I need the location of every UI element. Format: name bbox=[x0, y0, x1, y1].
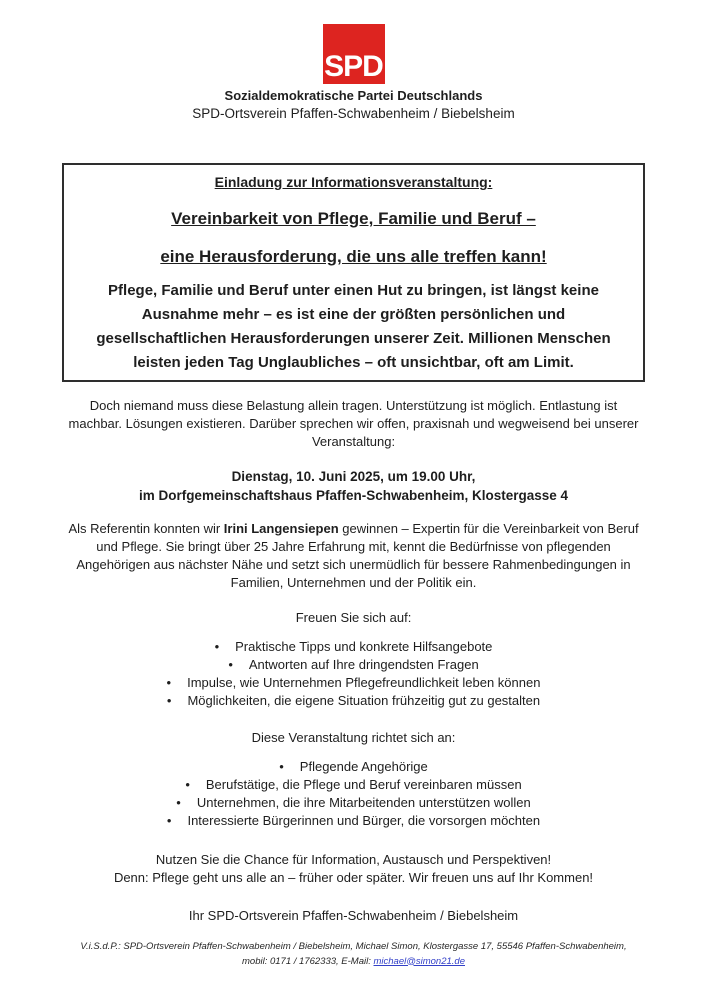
list-item-label: Impulse, wie Unternehmen Pflegefreundlichkeit leben können bbox=[187, 675, 541, 690]
footer-contact-pre: mobil: 0171 / 1762333, E-Mail: bbox=[242, 955, 374, 967]
paragraph-support: Doch niemand muss diese Belastung allein tragen. Unterstützung ist möglich. Entlastung ist machbar. Lösungen existieren. Darüber sprechen wir offen, praxisnah und wegweisend bei unserer Veranstaltung: bbox=[68, 398, 639, 449]
list-item bbox=[0, 674, 707, 692]
list-item bbox=[0, 812, 707, 830]
list-item-label: Praktische Tipps und konkrete Hilfsangebote bbox=[235, 639, 493, 654]
email-link[interactable]: michael@simon21.de bbox=[373, 955, 465, 967]
list-item-label: Berufstätige, die Pflege und Beruf vereinbaren müssen bbox=[205, 777, 522, 792]
speaker-text-pre: Als Referentin konnten wir bbox=[68, 521, 224, 536]
speaker-name: Irini Langensiepen bbox=[223, 521, 339, 536]
org-name: Sozialdemokratische Partei Deutschlands bbox=[224, 88, 483, 103]
spd-logo bbox=[323, 24, 385, 84]
list-item bbox=[0, 794, 707, 812]
closing-line-1: Nutzen Sie die Chance für Information, Austausch und Perspektiven! bbox=[155, 852, 552, 867]
list-item bbox=[0, 638, 707, 656]
invitation-intro: Pflege, Familie und Beruf unter einen Hut zu bringen, ist längst keine Ausnahme mehr – es ist eine der größten persönlichen und gesellschaftlichen Herausforderungen unserer Zeit. Millionen Menschen leisten jeden Tag Unglaubliches – oft unsichtbar, oft am Limit. bbox=[96, 282, 611, 371]
list-item-label: Pflegende Angehörige bbox=[299, 759, 428, 774]
footer-line-2 bbox=[0, 955, 707, 970]
bullet-icon: • bbox=[228, 657, 233, 672]
bullet-icon: • bbox=[214, 639, 220, 654]
footer-visdp bbox=[0, 940, 707, 969]
bullet-icon: • bbox=[166, 813, 172, 828]
event-details bbox=[0, 467, 707, 505]
event-datetime: Dienstag, 10. Juni 2025, um 19.00 Uhr, bbox=[231, 469, 476, 484]
invitation-box bbox=[62, 163, 645, 382]
bullet-icon: • bbox=[185, 777, 190, 792]
list-item bbox=[0, 758, 707, 776]
list-item bbox=[0, 776, 707, 794]
paragraph-speaker bbox=[64, 520, 644, 592]
bullet-icon: • bbox=[166, 675, 172, 690]
invitation-title-line1: Vereinbarkeit von Pflege, Familie und Beruf – bbox=[171, 209, 536, 228]
list-item bbox=[0, 656, 707, 674]
bullet-icon: • bbox=[166, 693, 172, 708]
list-item bbox=[0, 692, 707, 710]
closing-line-2: Denn: Pflege geht uns alle an – früher oder später. Wir freuen uns auf Ihr Kommen! bbox=[113, 870, 594, 885]
invitation-kicker: Einladung zur Informationsveranstaltung: bbox=[214, 174, 493, 190]
list-item-label: Antworten auf Ihre dringendsten Fragen bbox=[248, 657, 479, 672]
closing-lines bbox=[0, 851, 707, 887]
bullet-icon: • bbox=[279, 759, 284, 774]
list-item-label: Interessierte Bürgerinnen und Bürger, die vorsorgen möchten bbox=[187, 813, 541, 828]
highlights-heading: Freuen Sie sich auf: bbox=[295, 610, 412, 625]
list-item-label: Möglichkeiten, die eigene Situation frühzeitig gut zu gestalten bbox=[187, 693, 541, 708]
footer-line-1: V.i.S.d.P.: SPD-Ortsverein Pfaffen-Schwabenheim / Biebelsheim, Michael Simon, Klostergasse 17, 55546 Pfaffen-Schwabenheim, bbox=[80, 941, 627, 952]
highlights-list bbox=[0, 638, 707, 710]
bullet-icon: • bbox=[176, 795, 181, 810]
org-local: SPD-Ortsverein Pfaffen-Schwabenheim / Biebelsheim bbox=[192, 106, 515, 121]
audience-list bbox=[0, 758, 707, 830]
letterhead bbox=[0, 24, 707, 121]
signoff: Ihr SPD-Ortsverein Pfaffen-Schwabenheim / Biebelsheim bbox=[188, 908, 519, 923]
spd-logo-text: SPD bbox=[324, 50, 383, 83]
speaker-text-post: gewinnen – Expertin für die Vereinbarkeit von Beruf und Pflege. Sie bringt über 25 Jahre Erfahrung mit, kennt die Bedürfnisse von pflegenden Angehörigen aus nächster Nähe und setzt sich unermüdlich für bessere Rahmenbedingungen in Familien, Unternehmen und der Politik ein. bbox=[76, 521, 639, 590]
event-location: im Dorfgemeinschaftshaus Pfaffen-Schwabenheim, Klostergasse 4 bbox=[138, 488, 569, 503]
invitation-title-line2: eine Herausforderung, die uns alle treffen kann! bbox=[160, 247, 547, 266]
list-item-label: Unternehmen, die ihre Mitarbeitenden unterstützen wollen bbox=[196, 795, 531, 810]
audience-heading: Diese Veranstaltung richtet sich an: bbox=[251, 730, 456, 745]
